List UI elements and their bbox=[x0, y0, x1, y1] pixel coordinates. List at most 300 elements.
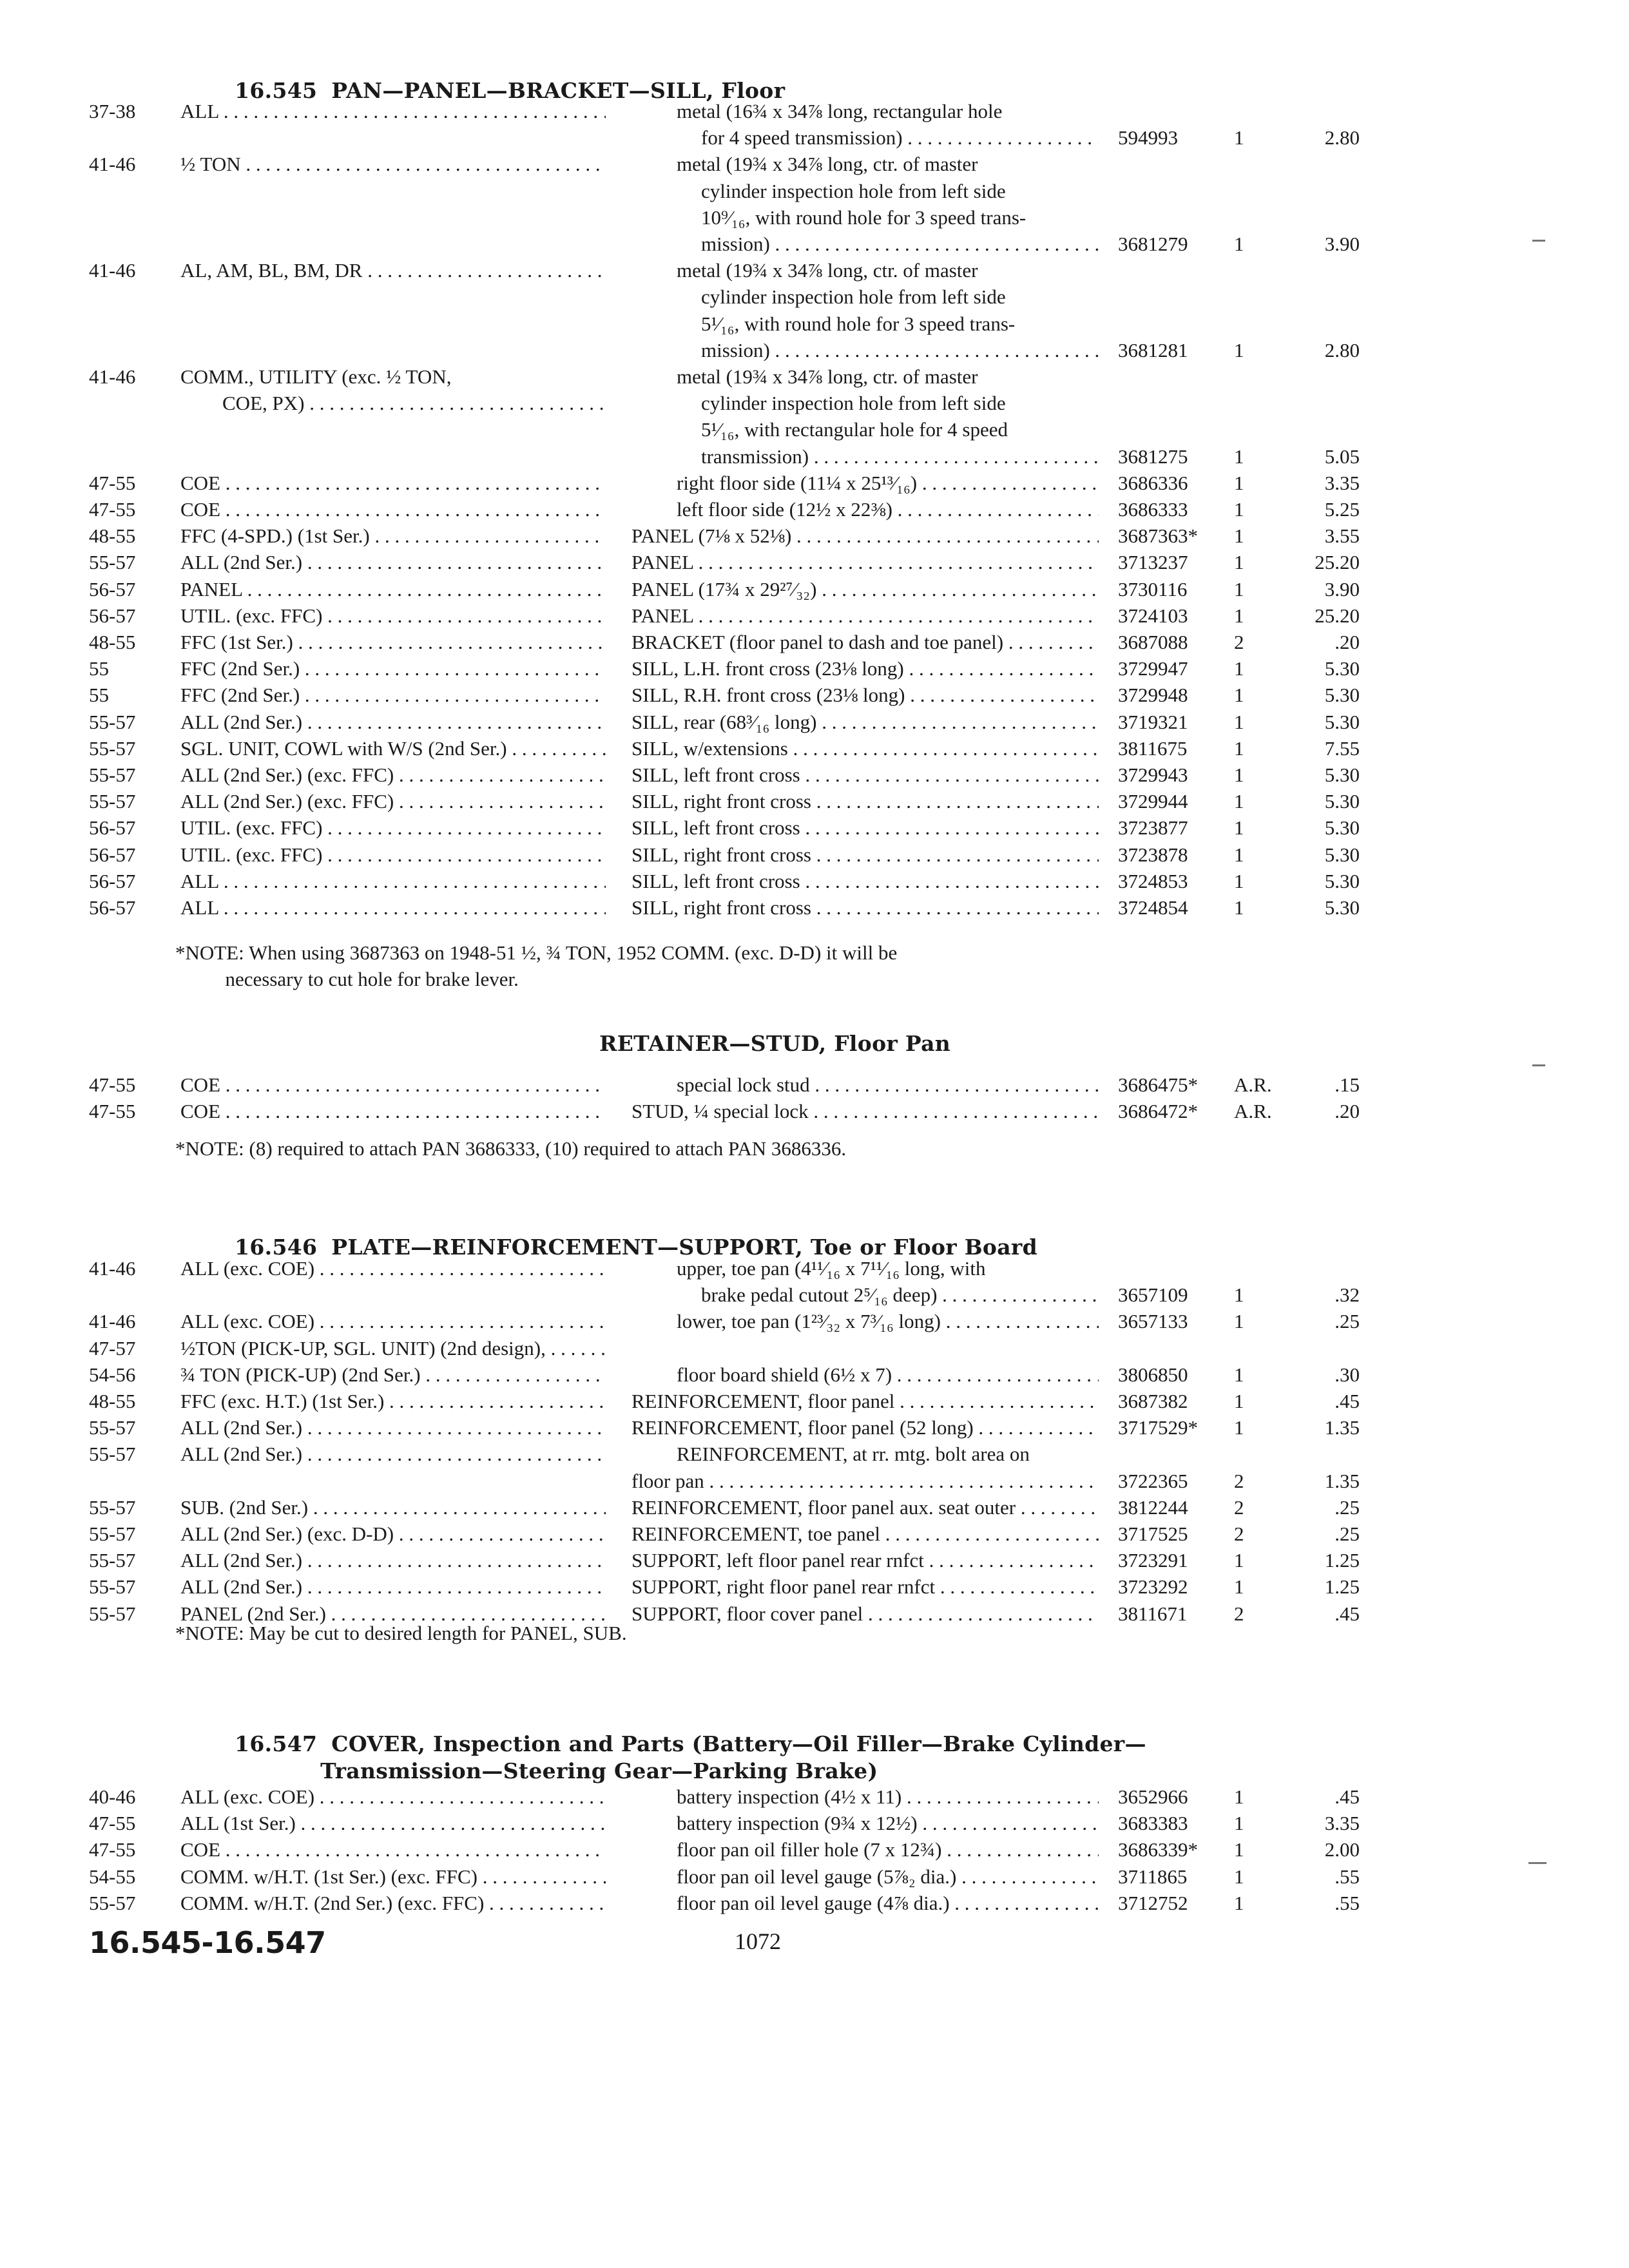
part-number: 3681281 bbox=[1118, 338, 1188, 361]
model-application: SUB. (2nd Ser.) . . . bbox=[180, 1494, 606, 1521]
list-price: 5.30 bbox=[1324, 764, 1360, 786]
part-description: metal (16¾ x 34⅞ long, rectangular hole bbox=[677, 100, 1003, 122]
part-number: 3730116 bbox=[1118, 577, 1188, 601]
model-application: ALL (2nd Ser.) (exc. FFC) . . . bbox=[180, 788, 606, 814]
table-row bbox=[0, 894, 1629, 921]
list-price: .45 bbox=[1335, 1390, 1360, 1412]
table-row bbox=[0, 1783, 1629, 1810]
quantity: 1 bbox=[1234, 1812, 1244, 1835]
quantity: 1 bbox=[1234, 684, 1244, 707]
list-price: 5.30 bbox=[1324, 684, 1360, 707]
part-description: SILL, right front cross . . . bbox=[631, 894, 1099, 921]
list-price: 3.35 bbox=[1324, 1812, 1360, 1835]
model-application: UTIL. (exc. FFC) . . . bbox=[180, 841, 606, 868]
table-row bbox=[0, 655, 1629, 682]
year-range: 54-56 bbox=[89, 1363, 136, 1386]
part-number: 3686336 bbox=[1118, 471, 1188, 494]
part-number: 3723878 bbox=[1118, 843, 1188, 866]
year-range: 55-57 bbox=[89, 1549, 136, 1572]
footnote-line: *NOTE: When using 3687363 on 1948-51 ½, ¾ TON, 1952 COMM. (exc. D-D) it will be bbox=[175, 941, 898, 964]
part-description: PANEL . . . bbox=[631, 549, 1099, 575]
year-range: 41-46 bbox=[89, 259, 136, 282]
part-description: cylinder inspection hole from left side bbox=[701, 179, 1006, 202]
list-price: 1.35 bbox=[1324, 1416, 1360, 1439]
model-application: FFC (2nd Ser.) . . . bbox=[180, 655, 606, 682]
list-price: 3.90 bbox=[1324, 577, 1360, 601]
part-number: 3652966 bbox=[1118, 1785, 1188, 1808]
quantity: 1 bbox=[1234, 604, 1244, 627]
table-row bbox=[0, 1494, 1629, 1521]
model-application: FFC (exc. H.T.) (1st Ser.) . . . bbox=[180, 1388, 606, 1414]
year-range: 48-55 bbox=[89, 631, 136, 653]
quantity: 1 bbox=[1234, 736, 1244, 760]
model-application: COMM. w/H.T. (2nd Ser.) (exc. FFC) . . . bbox=[180, 1890, 606, 1916]
year-range: 55-57 bbox=[89, 551, 136, 574]
year-range: 47-55 bbox=[89, 498, 136, 521]
list-price: .20 bbox=[1335, 1100, 1360, 1123]
part-description: transmission) . . . bbox=[701, 443, 1099, 470]
year-range: 41-46 bbox=[89, 153, 136, 176]
year-range: 56-57 bbox=[89, 577, 136, 601]
section-number: 16.546 bbox=[235, 1235, 318, 1260]
table-row bbox=[0, 1521, 1629, 1547]
part-number: 3729947 bbox=[1118, 657, 1188, 680]
list-price: .32 bbox=[1335, 1283, 1360, 1307]
part-description: PANEL (7⅛ x 52⅛) . . . bbox=[631, 523, 1099, 549]
part-description: 5¹⁄₁₆, with round hole for 3 speed trans- bbox=[701, 312, 1016, 335]
list-price: .25 bbox=[1335, 1310, 1360, 1333]
model-application: ALL . . . bbox=[180, 98, 606, 124]
model-application: UTIL. (exc. FFC) . . . bbox=[180, 814, 606, 841]
margin-mark bbox=[1528, 1862, 1547, 1864]
part-description: REINFORCEMENT, floor panel aux. seat outer . . . bbox=[631, 1494, 1099, 1521]
part-description: SUPPORT, left floor panel rear rnfct . . . bbox=[631, 1547, 1099, 1573]
table-row bbox=[0, 151, 1629, 257]
part-number: 3683383 bbox=[1118, 1812, 1188, 1835]
year-range: 55-57 bbox=[89, 1495, 136, 1519]
page-number: 1072 bbox=[735, 1928, 781, 1954]
table-row bbox=[0, 1255, 1629, 1308]
list-price: 5.30 bbox=[1324, 790, 1360, 813]
quantity: 2 bbox=[1234, 1523, 1244, 1545]
model-application: ALL (exc. COE) . . . bbox=[180, 1255, 606, 1282]
section-title-continued: Transmission—Steering Gear—Parking Brake) bbox=[320, 1758, 878, 1783]
quantity: 1 bbox=[1234, 1416, 1244, 1439]
part-description: brake pedal cutout 2⁵⁄₁₆ deep) . . . bbox=[701, 1282, 1099, 1308]
quantity: 1 bbox=[1234, 816, 1244, 840]
part-number: 3723877 bbox=[1118, 816, 1188, 840]
list-price: 1.25 bbox=[1324, 1549, 1360, 1572]
quantity: 1 bbox=[1234, 1310, 1244, 1333]
table-row bbox=[0, 257, 1629, 363]
quantity: 1 bbox=[1234, 1785, 1244, 1808]
year-range: 40-46 bbox=[89, 1785, 136, 1808]
year-range: 55-57 bbox=[89, 1523, 136, 1545]
quantity: 1 bbox=[1234, 498, 1244, 521]
table-row bbox=[0, 1810, 1629, 1836]
part-description: battery inspection (4½ x 11) . . . bbox=[677, 1783, 1099, 1810]
part-description: upper, toe pan (4¹¹⁄₁₆ x 7¹¹⁄₁₆ long, with bbox=[677, 1257, 986, 1280]
year-range: 55-57 bbox=[89, 1443, 136, 1466]
table-row bbox=[0, 1863, 1629, 1890]
table-row bbox=[0, 735, 1629, 762]
part-description: SILL, rear (68³⁄₁₆ long) . . . bbox=[631, 709, 1099, 735]
list-price: 5.25 bbox=[1324, 498, 1360, 521]
part-number: 3686472* bbox=[1118, 1100, 1198, 1123]
table-row bbox=[0, 1335, 1629, 1361]
part-description: for 4 speed transmission) . . . bbox=[701, 124, 1099, 151]
quantity: 1 bbox=[1234, 1865, 1244, 1888]
list-price: 5.30 bbox=[1324, 816, 1360, 840]
table-row bbox=[0, 549, 1629, 575]
table-row bbox=[0, 788, 1629, 814]
part-number: 3711865 bbox=[1118, 1865, 1188, 1888]
part-number: 3811671 bbox=[1118, 1602, 1188, 1625]
list-price: 5.30 bbox=[1324, 843, 1360, 866]
part-number: 3681279 bbox=[1118, 232, 1188, 255]
year-range: 47-55 bbox=[89, 1838, 136, 1861]
list-price: .25 bbox=[1335, 1523, 1360, 1545]
list-price: 3.35 bbox=[1324, 471, 1360, 494]
year-range: 37-38 bbox=[89, 100, 136, 122]
list-price: 1.35 bbox=[1324, 1469, 1360, 1492]
list-price: 1.25 bbox=[1324, 1575, 1360, 1599]
list-price: 5.30 bbox=[1324, 869, 1360, 892]
quantity: 1 bbox=[1234, 338, 1244, 361]
table-row bbox=[0, 496, 1629, 523]
year-range: 41-46 bbox=[89, 1257, 136, 1280]
part-description: SILL, left front cross . . . bbox=[631, 868, 1099, 894]
section-number: 16.547 bbox=[235, 1731, 318, 1756]
quantity: 1 bbox=[1234, 1838, 1244, 1861]
year-range: 48-55 bbox=[89, 524, 136, 548]
year-range: 55-57 bbox=[89, 1891, 136, 1914]
part-description: mission) . . . bbox=[701, 337, 1099, 363]
quantity: 1 bbox=[1234, 790, 1244, 813]
quantity: 1 bbox=[1234, 843, 1244, 866]
list-price: 2.80 bbox=[1324, 126, 1360, 149]
part-number: 3729944 bbox=[1118, 790, 1188, 813]
list-price: 2.80 bbox=[1324, 338, 1360, 361]
part-number: 3686339* bbox=[1118, 1838, 1198, 1861]
model-application: ALL (2nd Ser.) . . . bbox=[180, 1414, 606, 1441]
year-range: 55-57 bbox=[89, 790, 136, 813]
list-price: 3.55 bbox=[1324, 524, 1360, 548]
part-number: 3717525 bbox=[1118, 1523, 1188, 1545]
table-row bbox=[0, 1573, 1629, 1600]
part-number: 3811675 bbox=[1118, 736, 1188, 760]
model-application: ½ TON . . . bbox=[180, 151, 606, 177]
year-range: 47-55 bbox=[89, 1073, 136, 1096]
part-number: 3657109 bbox=[1118, 1283, 1188, 1307]
part-number: 3712752 bbox=[1118, 1891, 1188, 1914]
model-application: FFC (4-SPD.) (1st Ser.) . . . bbox=[180, 523, 606, 549]
model-application: ¾ TON (PICK-UP) (2nd Ser.) . . . bbox=[180, 1361, 606, 1388]
list-price: .25 bbox=[1335, 1495, 1360, 1519]
part-description: BRACKET (floor panel to dash and toe panel) . . . bbox=[631, 629, 1099, 655]
part-description: SILL, right front cross . . . bbox=[631, 788, 1099, 814]
list-price: .15 bbox=[1335, 1073, 1360, 1096]
model-application: ALL (exc. COE) . . . bbox=[180, 1783, 606, 1810]
year-range: 41-46 bbox=[89, 1310, 136, 1333]
part-number: 3686475* bbox=[1118, 1073, 1198, 1096]
table-row bbox=[0, 629, 1629, 655]
quantity: 1 bbox=[1234, 1363, 1244, 1386]
section-title: RETAINER—STUD, Floor Pan bbox=[599, 1031, 951, 1056]
quantity: 1 bbox=[1234, 577, 1244, 601]
year-range: 56-57 bbox=[89, 843, 136, 866]
part-description: SILL, right front cross . . . bbox=[631, 841, 1099, 868]
section-heading-retainer bbox=[599, 1031, 950, 1056]
quantity: 1 bbox=[1234, 471, 1244, 494]
part-description: battery inspection (9¾ x 12½) . . . bbox=[677, 1810, 1099, 1836]
table-row bbox=[0, 1388, 1629, 1414]
section-title: PLATE—REINFORCEMENT—SUPPORT, Toe or Floor Board bbox=[331, 1235, 1037, 1260]
quantity: 1 bbox=[1234, 657, 1244, 680]
model-application: COE, PX) . . . bbox=[222, 390, 606, 416]
model-application: COMM. w/H.T. (1st Ser.) (exc. FFC) . . . bbox=[180, 1863, 606, 1890]
margin-mark bbox=[1532, 1064, 1545, 1066]
part-number: 3723291 bbox=[1118, 1549, 1188, 1572]
table-row bbox=[0, 1308, 1629, 1334]
year-range: 41-46 bbox=[89, 365, 136, 388]
list-price: 25.20 bbox=[1315, 604, 1360, 627]
part-description: REINFORCEMENT, toe panel . . . bbox=[631, 1521, 1099, 1547]
year-range: 54-55 bbox=[89, 1865, 136, 1888]
part-description: floor pan oil level gauge (4⅞ dia.) . . . bbox=[677, 1890, 1099, 1916]
section-number: 16.545 bbox=[235, 78, 318, 103]
model-application: ALL . . . bbox=[180, 894, 606, 921]
quantity: 1 bbox=[1234, 1891, 1244, 1914]
list-price: 5.30 bbox=[1324, 657, 1360, 680]
model-application: ALL (1st Ser.) . . . bbox=[180, 1810, 606, 1836]
list-price: .45 bbox=[1335, 1602, 1360, 1625]
year-range: 55 bbox=[89, 657, 109, 680]
part-description: SILL, left front cross . . . bbox=[631, 762, 1099, 788]
year-range: 55-57 bbox=[89, 736, 136, 760]
model-application: COE . . . bbox=[180, 496, 606, 523]
part-number: 3686333 bbox=[1118, 498, 1188, 521]
model-application: SGL. UNIT, COWL with W/S (2nd Ser.) . . . bbox=[180, 735, 606, 762]
section-title: COVER, Inspection and Parts (Battery—Oil Filler—Brake Cylinder— bbox=[331, 1731, 1146, 1756]
model-application: ALL (2nd Ser.) . . . bbox=[180, 1441, 606, 1467]
part-description: floor board shield (6½ x 7) . . . bbox=[677, 1361, 1099, 1388]
model-application: ALL (2nd Ser.) . . . bbox=[180, 549, 606, 575]
list-price: 25.20 bbox=[1315, 551, 1360, 574]
part-description: cylinder inspection hole from left side bbox=[701, 392, 1006, 415]
part-number: 3687382 bbox=[1118, 1390, 1188, 1412]
margin-mark bbox=[1532, 240, 1545, 242]
table-row bbox=[0, 1414, 1629, 1441]
part-description: floor pan oil filler hole (7 x 12¾) . . . bbox=[677, 1836, 1099, 1863]
table-row bbox=[0, 1890, 1629, 1916]
part-description: SILL, L.H. front cross (23⅛ long) . . . bbox=[631, 655, 1099, 682]
model-application: COMM., UTILITY (exc. ½ TON, bbox=[180, 365, 452, 388]
part-description: left floor side (12½ x 22⅜) . . . bbox=[677, 496, 1099, 523]
model-application: ALL (2nd Ser.) (exc. D-D) . . . bbox=[180, 1521, 606, 1547]
quantity: 2 bbox=[1234, 1602, 1244, 1625]
quantity: 1 bbox=[1234, 524, 1244, 548]
quantity: 1 bbox=[1234, 445, 1244, 468]
footnote-line: *NOTE: May be cut to desired length for PANEL, SUB. bbox=[175, 1622, 627, 1644]
table-row bbox=[0, 762, 1629, 788]
year-range: 48-55 bbox=[89, 1390, 136, 1412]
model-application: COE . . . bbox=[180, 1836, 606, 1863]
list-price: .55 bbox=[1335, 1865, 1360, 1888]
year-range: 55-57 bbox=[89, 710, 136, 733]
table-row bbox=[0, 1441, 1629, 1494]
list-price: 3.90 bbox=[1324, 232, 1360, 255]
year-range: 56-57 bbox=[89, 869, 136, 892]
year-range: 56-57 bbox=[89, 896, 136, 919]
section-title: PAN—PANEL—BRACKET—SILL, Floor bbox=[331, 78, 786, 103]
model-application: FFC (1st Ser.) . . . bbox=[180, 629, 606, 655]
part-description: SUPPORT, floor cover panel . . . bbox=[631, 1600, 1099, 1627]
quantity: 2 bbox=[1234, 1495, 1244, 1519]
quantity: 1 bbox=[1234, 1390, 1244, 1412]
quantity: 1 bbox=[1234, 232, 1244, 255]
part-description: 10⁹⁄₁₆, with round hole for 3 speed trans- bbox=[701, 206, 1027, 229]
table-row bbox=[0, 576, 1629, 602]
year-range: 55-57 bbox=[89, 1575, 136, 1599]
year-range: 47-55 bbox=[89, 1100, 136, 1123]
list-price: 5.30 bbox=[1324, 710, 1360, 733]
part-number: 3724854 bbox=[1118, 896, 1188, 919]
year-range: 47-57 bbox=[89, 1336, 136, 1360]
part-description: REINFORCEMENT, at rr. mtg. bolt area on bbox=[677, 1443, 1030, 1466]
part-number: 3687363* bbox=[1118, 524, 1198, 548]
part-description: REINFORCEMENT, floor panel . . . bbox=[631, 1388, 1099, 1414]
model-application: ½TON (PICK-UP, SGL. UNIT) (2nd design), . . . bbox=[180, 1335, 606, 1361]
quantity: 1 bbox=[1234, 551, 1244, 574]
model-application: PANEL . . . bbox=[180, 576, 606, 602]
year-range: 56-57 bbox=[89, 604, 136, 627]
model-application: FFC (2nd Ser.) . . . bbox=[180, 682, 606, 708]
model-application: AL, AM, BL, BM, DR . . . bbox=[180, 257, 606, 284]
part-number: 3724103 bbox=[1118, 604, 1188, 627]
year-range: 56-57 bbox=[89, 816, 136, 840]
table-row bbox=[0, 98, 1629, 151]
part-number: 3681275 bbox=[1118, 445, 1188, 468]
model-application: UTIL. (exc. FFC) . . . bbox=[180, 602, 606, 629]
quantity: 2 bbox=[1234, 1469, 1244, 1492]
part-number: 3719321 bbox=[1118, 710, 1188, 733]
part-description: special lock stud . . . bbox=[677, 1072, 1099, 1098]
table-row bbox=[0, 363, 1629, 470]
quantity: 1 bbox=[1234, 710, 1244, 733]
part-description: metal (19¾ x 34⅞ long, ctr. of master bbox=[677, 365, 978, 388]
year-range: 47-55 bbox=[89, 471, 136, 494]
part-description: 5¹⁄₁₆, with rectangular hole for 4 speed bbox=[701, 418, 1008, 441]
part-number: 3806850 bbox=[1118, 1363, 1188, 1386]
table-row bbox=[0, 470, 1629, 496]
year-range: 47-55 bbox=[89, 1812, 136, 1835]
table-row bbox=[0, 1836, 1629, 1863]
model-application: ALL (2nd Ser.) . . . bbox=[180, 1573, 606, 1600]
part-description: STUD, ¼ special lock . . . bbox=[631, 1098, 1099, 1124]
quantity: 1 bbox=[1234, 1283, 1244, 1307]
part-description: cylinder inspection hole from left side bbox=[701, 285, 1006, 309]
part-description: floor pan oil level gauge (5⅞₂ dia.) . . . bbox=[677, 1863, 1099, 1890]
part-description: floor pan . . . bbox=[631, 1468, 1099, 1494]
model-application: ALL (2nd Ser.) . . . bbox=[180, 1547, 606, 1573]
table-row bbox=[0, 814, 1629, 841]
part-description: lower, toe pan (1²³⁄₃₂ x 7³⁄₁₆ long) . . . bbox=[677, 1308, 1099, 1334]
part-description: SILL, w/extensions . . . bbox=[631, 735, 1099, 762]
list-price: 5.05 bbox=[1324, 445, 1360, 468]
part-number: 3812244 bbox=[1118, 1495, 1188, 1519]
model-application: ALL (2nd Ser.) (exc. FFC) . . . bbox=[180, 762, 606, 788]
part-number: 3729948 bbox=[1118, 684, 1188, 707]
model-application: COE . . . bbox=[180, 470, 606, 496]
table-row bbox=[0, 868, 1629, 894]
part-description: mission) . . . bbox=[701, 231, 1099, 257]
model-application: ALL (exc. COE) . . . bbox=[180, 1308, 606, 1334]
footnote-line: necessary to cut hole for brake lever. bbox=[175, 968, 519, 991]
list-price: .45 bbox=[1335, 1785, 1360, 1808]
part-description: PANEL . . . bbox=[631, 602, 1099, 629]
list-price: 7.55 bbox=[1324, 736, 1360, 760]
quantity: 1 bbox=[1234, 1549, 1244, 1572]
quantity: 1 bbox=[1234, 1575, 1244, 1599]
model-application: COE . . . bbox=[180, 1098, 606, 1124]
year-range: 55-57 bbox=[89, 1602, 136, 1625]
quantity: 1 bbox=[1234, 126, 1244, 149]
part-description: right floor side (11¼ x 25¹³⁄₁₆) . . . bbox=[677, 470, 1099, 496]
part-number: 594993 bbox=[1118, 126, 1178, 149]
part-number: 3724853 bbox=[1118, 869, 1188, 892]
table-row bbox=[0, 841, 1629, 868]
part-description: REINFORCEMENT, floor panel (52 long) . . . bbox=[631, 1414, 1099, 1441]
part-description: metal (19¾ x 34⅞ long, ctr. of master bbox=[677, 259, 978, 282]
year-range: 55-57 bbox=[89, 764, 136, 786]
part-number: 3722365 bbox=[1118, 1469, 1188, 1492]
year-range: 55-57 bbox=[89, 1416, 136, 1439]
table-row bbox=[0, 1098, 1629, 1124]
quantity: 1 bbox=[1234, 896, 1244, 919]
footer-section-range: 16.545-16.547 bbox=[89, 1925, 326, 1960]
part-number: 3723292 bbox=[1118, 1575, 1188, 1599]
part-description: SILL, left front cross . . . bbox=[631, 814, 1099, 841]
table-row bbox=[0, 1547, 1629, 1573]
list-price: 2.00 bbox=[1324, 1838, 1360, 1861]
table-row bbox=[0, 602, 1629, 629]
part-number: 3713237 bbox=[1118, 551, 1188, 574]
model-application: ALL . . . bbox=[180, 868, 606, 894]
model-application: PANEL (2nd Ser.) . . . bbox=[180, 1600, 606, 1627]
table-row bbox=[0, 682, 1629, 708]
list-price: 5.30 bbox=[1324, 896, 1360, 919]
part-number: 3729943 bbox=[1118, 764, 1188, 786]
quantity: A.R. bbox=[1234, 1073, 1272, 1096]
part-number: 3717529* bbox=[1118, 1416, 1198, 1439]
part-number: 3657133 bbox=[1118, 1310, 1188, 1333]
table-row bbox=[0, 709, 1629, 735]
footnote-line: *NOTE: (8) required to attach PAN 3686333, (10) required to attach PAN 3686336. bbox=[175, 1137, 847, 1160]
part-description: PANEL (17¾ x 29²⁷⁄₃₂) . . . bbox=[631, 576, 1099, 602]
table-row bbox=[0, 1072, 1629, 1098]
model-application: COE . . . bbox=[180, 1072, 606, 1098]
quantity: 2 bbox=[1234, 631, 1244, 653]
table-row bbox=[0, 523, 1629, 549]
quantity: 1 bbox=[1234, 764, 1244, 786]
part-description: SUPPORT, right floor panel rear rnfct . . . bbox=[631, 1573, 1099, 1600]
quantity: 1 bbox=[1234, 869, 1244, 892]
year-range: 55 bbox=[89, 684, 109, 707]
list-price: .55 bbox=[1335, 1891, 1360, 1914]
quantity: A.R. bbox=[1234, 1100, 1272, 1123]
part-description: metal (19¾ x 34⅞ long, ctr. of master bbox=[677, 153, 978, 176]
